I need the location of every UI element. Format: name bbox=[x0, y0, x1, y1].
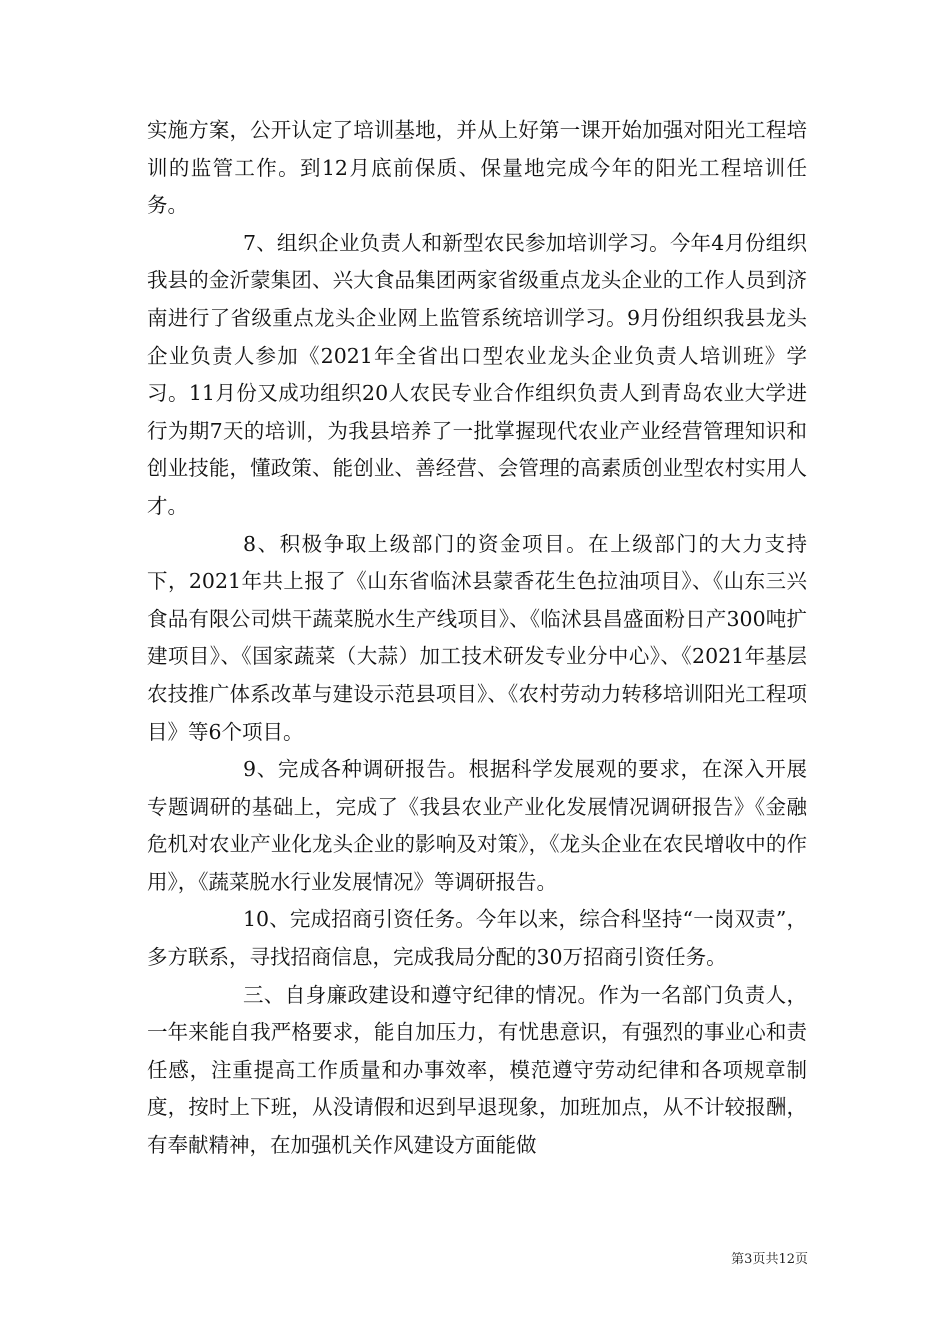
page-number-footer: 第3页共12页 bbox=[731, 1252, 808, 1267]
document-body bbox=[147, 112, 807, 1165]
paragraph-item-8: 8、积极争取上级部门的资金项目。在上级部门的大力支持下，2021年共上报了《山东省临沭县蒙香花生色拉油项目》、《山东三兴食品有限公司烘干蔬菜脱水生产线项目》、《临沭县昌盛面粉日产300吨扩建项目》、《国家蔬菜（大蒜）加工技术研发专业分中心》、《2021年基层农技推广体系改革与建设示范县项目》、《农村劳动力转移培训阳光工程项目》等6个项目。 bbox=[147, 531, 807, 744]
paragraph-item-7: 7、组织企业负责人和新型农民参加培训学习。今年4月份组织我县的金沂蒙集团、兴大食品集团两家省级重点龙头企业的工作人员到济南进行了省级重点龙头企业网上监管系统培训学习。9月份组织我县龙头企业负责人参加《2021年全省出口型农业龙头企业负责人培训班》学习。11月份又成功组织20人农民专业合作组织负责人到青岛农业大学进行为期7天的培训，为我县培养了一批掌握现代农业产业经营管理知识和创业技能，懂政策、能创业、善经营、会管理的高素质创业型农村实用人才。 bbox=[147, 230, 807, 518]
paragraph-item-10: 10、完成招商引资任务。今年以来，综合科坚持“一岗双责”，多方联系，寻找招商信息，完成我局分配的30万招商引资任务。 bbox=[147, 907, 807, 970]
paragraph-section-3: 三、自身廉政建设和遵守纪律的情况。作为一名部门负责人，一年来能自我严格要求，能自加压力，有忧患意识，有强烈的事业心和责任感，注重提高工作质量和办事效率，模范遵守劳动纪律和各项规章制度，按时上下班，从没请假和迟到早退现象，加班加点，从不计较报酬，有奉献精神，在加强机关作风建设方面能做 bbox=[147, 982, 807, 1158]
paragraph-item-9: 9、完成各种调研报告。根据科学发展观的要求，在深入开展专题调研的基础上，完成了《我县农业产业化发展情况调研报告》《金融危机对农业产业化龙头企业的影响及对策》，《龙头企业在农民增收中的作用》，《蔬菜脱水行业发展情况》等调研报告。 bbox=[147, 757, 807, 894]
paragraph-continuation: 实施方案，公开认定了培训基地，并从上好第一课开始加强对阳光工程培训的监管工作。到12月底前保质、保量地完成今年的阳光工程培训任务。 bbox=[147, 118, 807, 218]
